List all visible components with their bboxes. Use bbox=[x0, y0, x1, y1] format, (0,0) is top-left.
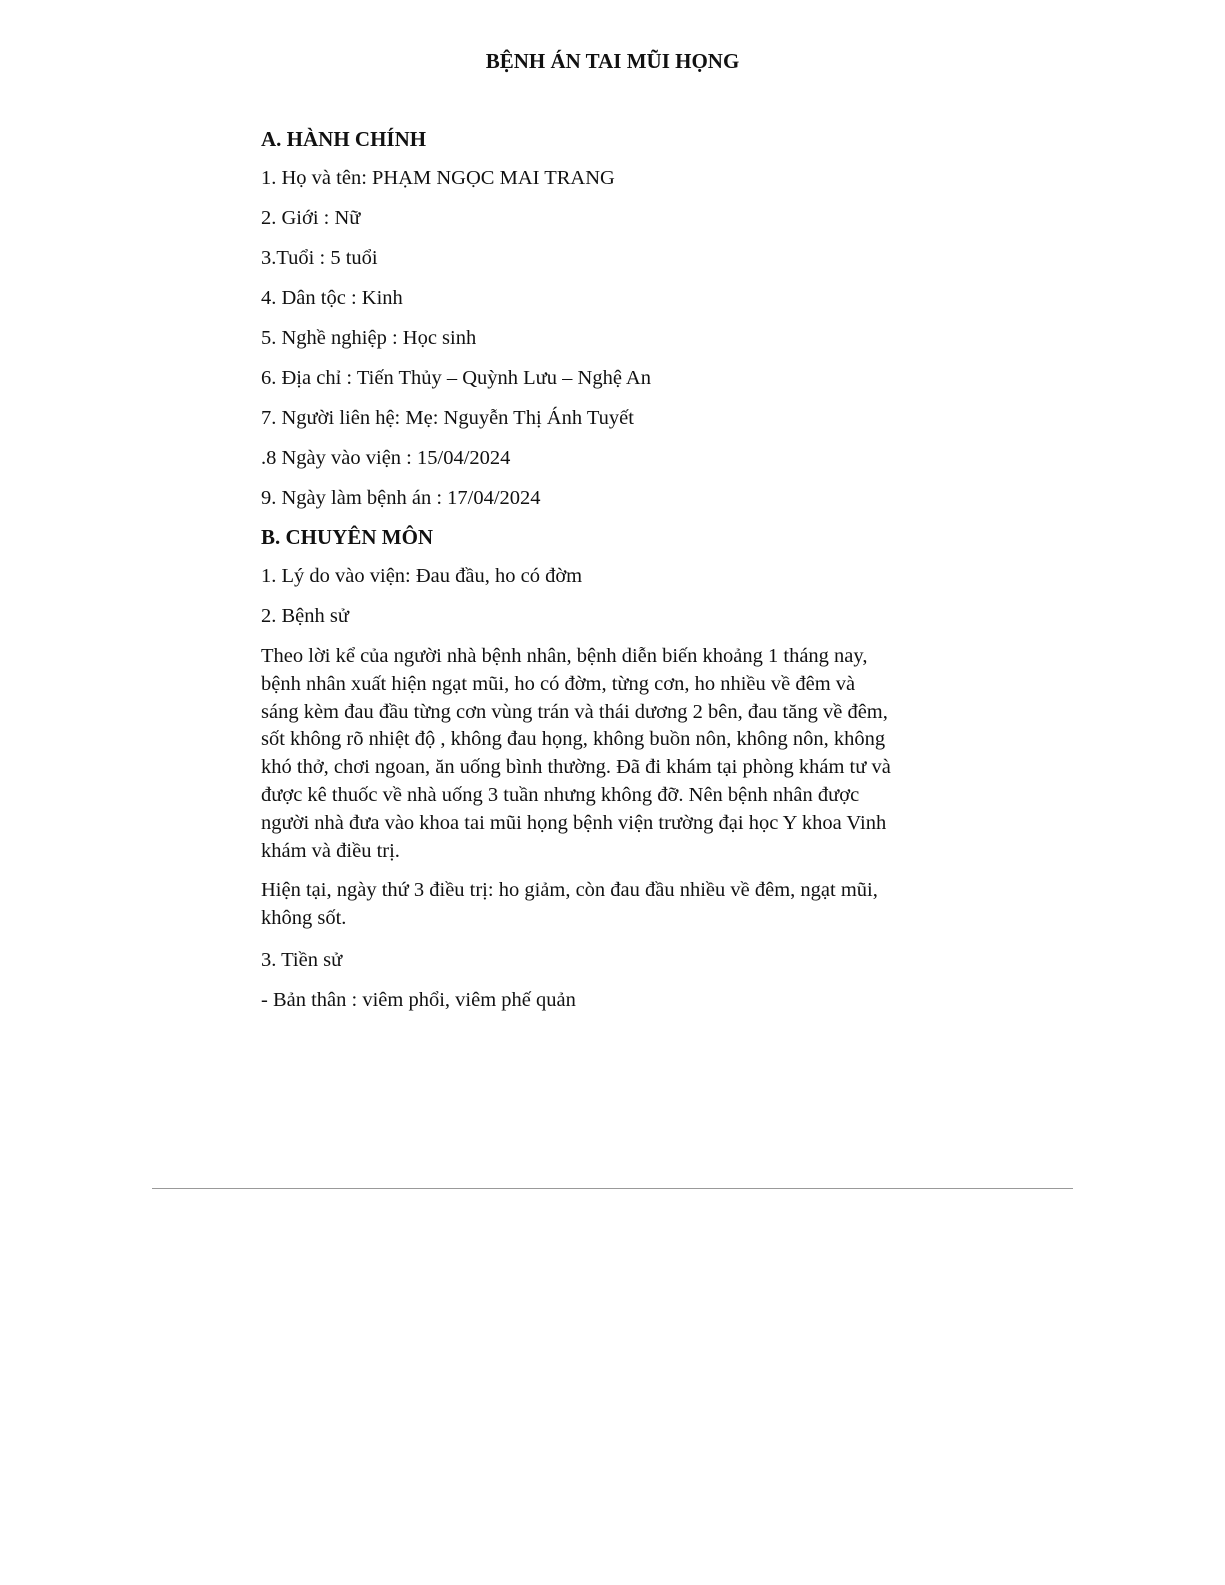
history-line: khó thở, chơi ngoan, ăn uống bình thường. Đã đi khám tại phòng khám tư và bbox=[261, 756, 891, 779]
patient-age: 3.Tuổi : 5 tuổi bbox=[261, 247, 378, 269]
patient-ethnicity: 4. Dân tộc : Kinh bbox=[261, 287, 403, 309]
history-heading: 2. Bệnh sử bbox=[261, 605, 349, 627]
history-line: sốt không rõ nhiệt độ , không đau họng, không buồn nôn, không nôn, không bbox=[261, 728, 886, 751]
section-b-heading: B. CHUYÊN MÔN bbox=[261, 525, 434, 549]
history-line: khám và điều trị. bbox=[261, 839, 400, 862]
past-history-self: - Bản thân : viêm phổi, viêm phế quản bbox=[261, 988, 576, 1011]
document-title: BỆNH ÁN TAI MŨI HỌNG bbox=[485, 49, 740, 73]
history-paragraph bbox=[261, 643, 961, 865]
current-status-line: không sốt. bbox=[261, 907, 347, 930]
patient-occupation: 5. Nghề nghiệp : Học sinh bbox=[261, 327, 477, 349]
history-line: bệnh nhân xuất hiện ngạt mũi, ho có đờm, từng cơn, ho nhiều về đêm và bbox=[261, 672, 856, 695]
section-a-heading: A. HÀNH CHÍNH bbox=[261, 127, 427, 151]
current-status-paragraph bbox=[261, 877, 961, 933]
history-line: Theo lời kể của người nhà bệnh nhân, bệnh diễn biến khoảng 1 tháng nay, bbox=[261, 645, 868, 667]
history-line: người nhà đưa vào khoa tai mũi họng bệnh viện trường đại học Y khoa Vinh bbox=[261, 811, 887, 834]
admission-date: .8 Ngày vào viện : 15/04/2024 bbox=[261, 447, 511, 469]
patient-gender: 2. Giới : Nữ bbox=[261, 207, 361, 229]
current-status-line: Hiện tại, ngày thứ 3 điều trị: ho giảm, còn đau đầu nhiều về đêm, ngạt mũi, bbox=[261, 879, 878, 902]
admission-reason: 1. Lý do vào viện: Đau đầu, ho có đờm bbox=[261, 565, 583, 587]
page-divider bbox=[152, 1188, 1073, 1189]
past-history-heading: 3. Tiền sử bbox=[261, 948, 343, 971]
patient-name: 1. Họ và tên: PHẠM NGỌC MAI TRANG bbox=[261, 167, 615, 189]
patient-address: 6. Địa chỉ : Tiến Thủy – Quỳnh Lưu – Nghệ An bbox=[261, 367, 651, 389]
history-line: được kê thuốc về nhà uống 3 tuần nhưng không đỡ. Nên bệnh nhân được bbox=[261, 783, 860, 806]
document-body bbox=[261, 124, 961, 1025]
history-line: sáng kèm đau đầu từng cơn vùng trán và thái dương 2 bên, đau tăng về đêm, bbox=[261, 700, 888, 723]
record-date: 9. Ngày làm bệnh án : 17/04/2024 bbox=[261, 487, 541, 509]
patient-contact: 7. Người liên hệ: Mẹ: Nguyễn Thị Ánh Tuyết bbox=[261, 407, 634, 429]
